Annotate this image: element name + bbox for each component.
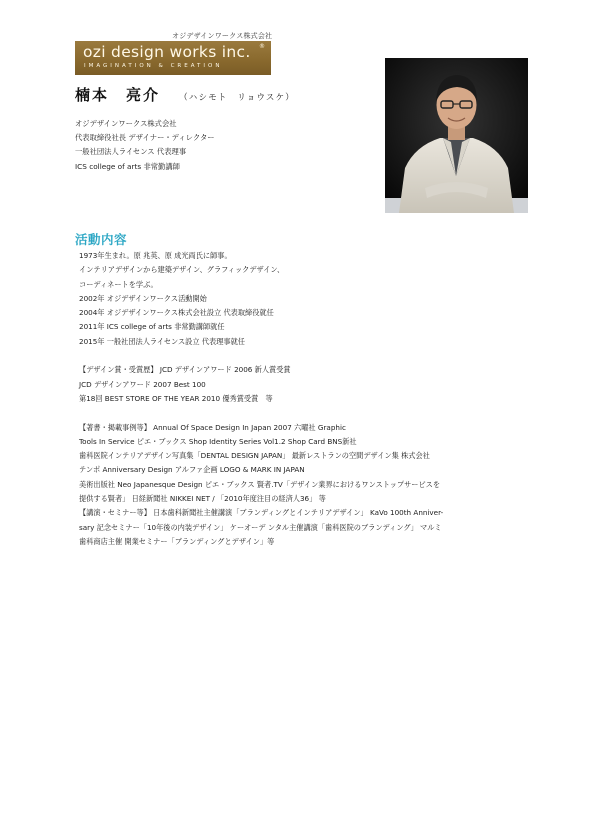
section-title-activities: 活動内容 xyxy=(75,232,128,247)
company-name-top: オジデザインワークス株式会社 xyxy=(172,32,273,40)
publication-line: sary 記念セミナー「10年後の内装デザイン」 ケーオーデ ンタル主催講演「歯科医院のブランディング」 マルミ xyxy=(79,522,442,532)
history-line: コーディネートを学ぶ。 xyxy=(79,279,158,289)
title-line: ICS college of arts 非常勤講師 xyxy=(75,161,180,171)
history-line: 1973年生まれ。原 兆英、原 成光両氏に師事。 xyxy=(79,251,232,260)
logo-registered-mark: ® xyxy=(259,43,265,50)
publication-line: Tools In Service ピエ・ブックス Shop Identity Series Vol1.2 Shop Card BNS新社 xyxy=(79,436,357,446)
publication-line: 美術出版社 Neo Japanesque Design ピエ・ブックス 賢者.TV「デザイン業界におけるワンストップサービスを xyxy=(79,479,441,489)
company-logo xyxy=(75,41,271,75)
title-line: オジデザインワークス株式会社 xyxy=(75,119,177,128)
activity-content xyxy=(79,249,519,549)
history-line: 2015年 一般社団法人ライセンス設立 代表理事就任 xyxy=(79,336,245,346)
award-line: JCD デザインアワード 2007 Best 100 xyxy=(79,379,206,389)
history-line: 2002年 オジデザインワークス活動開始 xyxy=(79,293,207,303)
title-line: 一般社団法人ライセンス 代表理事 xyxy=(75,147,187,157)
publication-line: 歯科医院インテリアデザイン写真集「DENTAL DESIGN JAPAN」 最新レストランの空間デザイン集 株式会社 xyxy=(79,451,430,461)
publication-line: 【講演・セミナー等】 日本歯科新聞社主催講演「ブランディングとインテリアデザイン」 KaVo 100th Anniver- xyxy=(79,508,444,518)
publication-line: 【著書・掲載事例等】 Annual Of Space Design In Japan 2007 六曜社 Graphic xyxy=(79,422,346,432)
logo-wordmark: ozi design works inc. xyxy=(83,43,251,61)
publication-line: テンポ Anniversary Design アルファ企画 LOGO & MARK IN JAPAN xyxy=(79,465,305,475)
person-name-row xyxy=(75,84,295,105)
publication-line: 提供する賢者」 日経新聞社 NIKKEI NET / 「2010年度注目の経済人36」 等 xyxy=(79,494,326,504)
person-titles xyxy=(75,117,215,174)
history-line: 2011年 ICS college of arts 非常勤講師就任 xyxy=(79,322,225,332)
award-line: 第18回 BEST STORE OF THE YEAR 2010 優秀賞受賞 等 xyxy=(79,393,273,403)
portrait-photo xyxy=(385,58,528,213)
history-line: 2004年 オジデザインワークス株式会社設立 代表取締役就任 xyxy=(79,308,274,318)
publication-line: 歯科商店主催 開業セミナー「ブランディングとデザイン」等 xyxy=(79,536,275,546)
person-name-reading: （ハシモト リョウスケ） xyxy=(179,93,296,103)
title-line: 代表取締役社長 デザイナー・ディレクター xyxy=(75,133,215,143)
logo-tagline: IMAGINATION & CREATION xyxy=(84,63,223,69)
award-line: 【デザイン賞・受賞歴】 JCD デザインアワード 2006 新人賞受賞 xyxy=(79,365,291,375)
person-name: 楠本 亮介 xyxy=(75,86,161,104)
history-line: インテリアデザインから建築デザイン、グラフィックデザイン、 xyxy=(79,265,285,275)
